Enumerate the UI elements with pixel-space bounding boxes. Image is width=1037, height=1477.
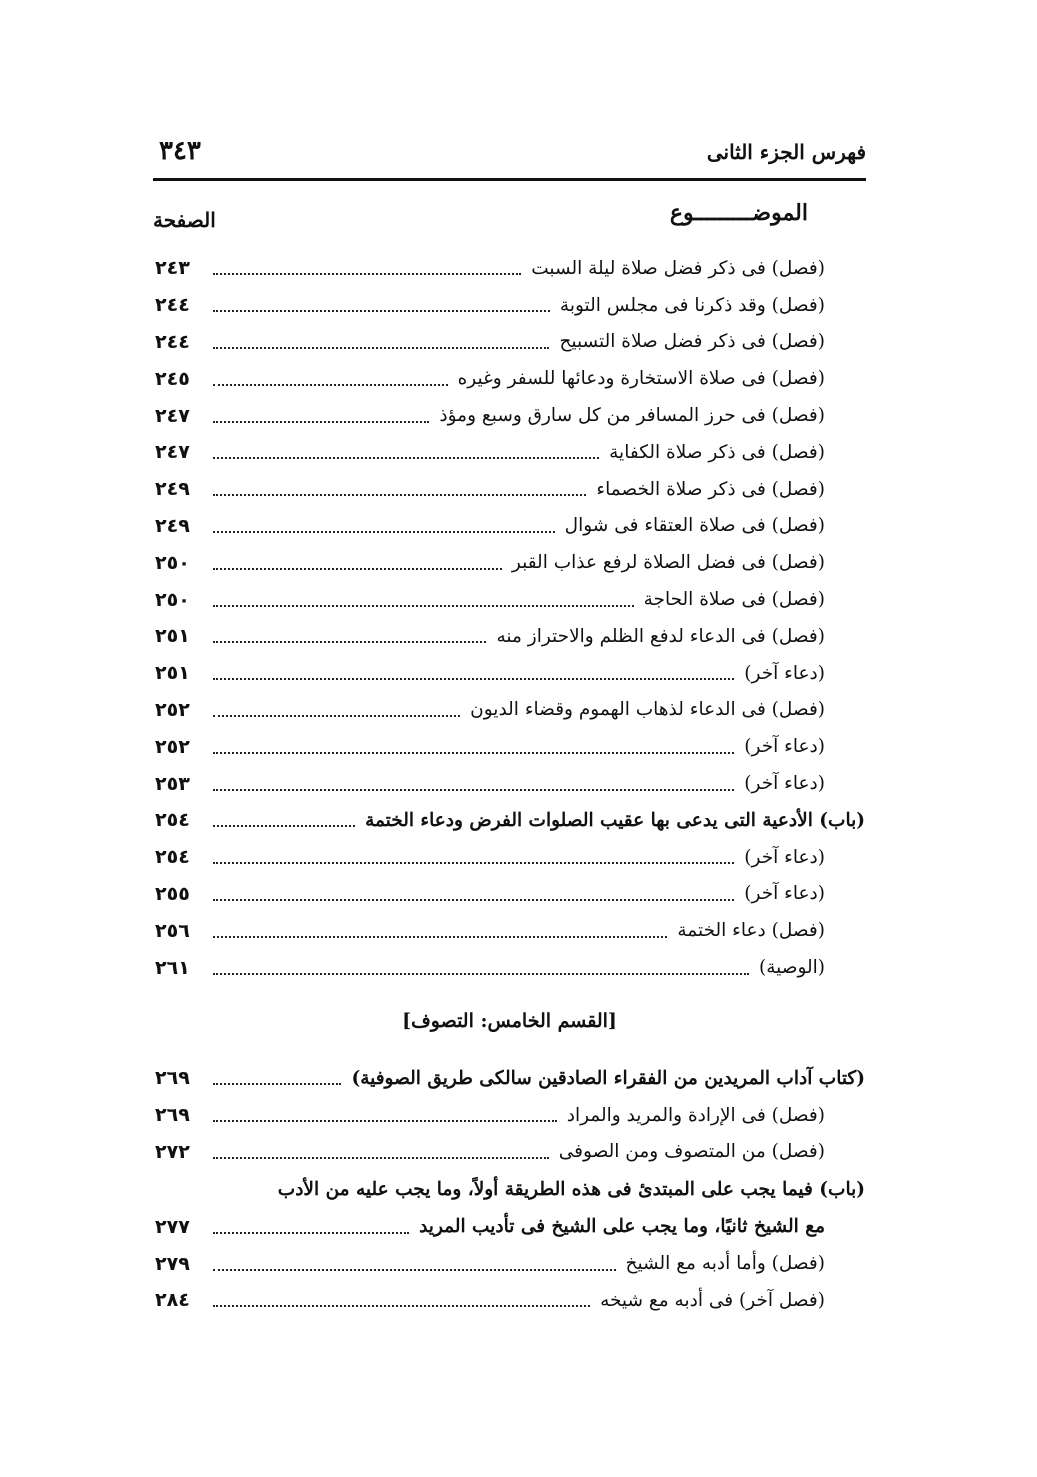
toc-entry-label: (الوصية) [759, 957, 825, 979]
toc-entry-label: (فصل) وأما أدبه مع الشيخ [625, 1253, 825, 1275]
toc-entry-label: (دعاء آخر) [744, 662, 825, 684]
toc-list-part-a [155, 250, 865, 986]
toc-entry-page: ٢٥٣ [155, 772, 190, 795]
dot-leader [213, 1083, 341, 1085]
toc-entry-label: (فصل) فى صلاة الاستخارة ودعائها للسفر وغيره [457, 368, 825, 390]
toc-entry-page: ٢٧٩ [155, 1252, 190, 1275]
toc-entry-page: ٢٥٤ [155, 846, 190, 869]
toc-entry [155, 876, 865, 913]
toc-entry [155, 1282, 865, 1319]
toc-entry [155, 360, 865, 397]
dot-leader [213, 936, 667, 938]
dot-leader [213, 1232, 409, 1234]
toc-entry [155, 508, 865, 545]
dot-leader [213, 1120, 557, 1122]
toc-entry [155, 287, 865, 324]
toc-entry [155, 250, 865, 287]
toc-entry-page: ٢٦١ [155, 956, 190, 979]
toc-entry-label: (دعاء آخر) [744, 846, 825, 868]
toc-entry [155, 655, 865, 692]
toc-entry-page: ٢٥٦ [155, 919, 190, 942]
toc-entry [155, 618, 865, 655]
toc-entry [155, 949, 865, 986]
toc-entry-label: (فصل) فى الإرادة والمريد والمراد [566, 1104, 825, 1126]
toc-entry [155, 434, 865, 471]
subject-column-heading: الموضـــــــــوع [669, 200, 808, 226]
toc-entry [155, 581, 865, 618]
toc-entry-label: (فصل) فى ذكر صلاة الكفاية [609, 441, 825, 463]
toc-entry-label: (فصل) فى الدعاء لذهاب الهموم وقضاء الديون [470, 699, 825, 721]
dot-leader [213, 1305, 590, 1307]
toc-entry-label: (فصل) من المتصوف ومن الصوفى [558, 1141, 825, 1163]
dot-leader [213, 899, 734, 901]
dot-leader [213, 752, 734, 754]
dot-leader [213, 973, 749, 975]
toc-entry-page: ٢٤٤ [155, 330, 190, 353]
toc-entry [155, 912, 865, 949]
toc-list-part-b [155, 1060, 865, 1319]
toc-entry [155, 765, 865, 802]
dot-leader [213, 384, 448, 386]
column-headings [153, 200, 866, 240]
toc-entry-label: (دعاء آخر) [744, 883, 825, 905]
toc-entry [155, 728, 865, 765]
dot-leader [213, 1157, 549, 1159]
section-title: [القسم الخامس: التصوف] [402, 1010, 617, 1032]
dot-leader [213, 310, 550, 312]
toc-entry-page: ٢٥١ [155, 662, 190, 685]
toc-entry-label: (فصل) فى حرز المسافر من كل سارق وسبع ومؤذ [439, 405, 825, 427]
dot-leader [213, 347, 549, 349]
toc-entry-page: ٢٤٩ [155, 514, 190, 537]
toc-entry-chapter [155, 802, 865, 839]
toc-entry-label: (فصل آخر) فى أدبه مع شيخه [600, 1289, 825, 1311]
toc-entry-page: ٢٥٠ [155, 588, 190, 611]
toc-entry-label: (كتاب آداب المريدين من الفقراء الصادقين سالكى طريق الصوفية) [351, 1067, 865, 1089]
toc-entry-page: ٢٧٧ [155, 1215, 190, 1238]
toc-entry-label: (فصل) فى ذكر صلاة الخصماء [596, 478, 825, 500]
toc-entry [155, 1245, 865, 1282]
toc-entry-label: (باب) الأدعية التى يدعى بها عقيب الصلوات الفرض ودعاء الختمة [365, 809, 865, 831]
toc-entry-page: ٢٨٤ [155, 1289, 190, 1312]
toc-entry [155, 324, 865, 361]
toc-entry-page: ٢٥٤ [155, 809, 190, 832]
dot-leader [213, 862, 734, 864]
header-title: فهرس الجزء الثانى [706, 140, 866, 164]
toc-entry-label: (فصل) فى فضل الصلاة لرفع عذاب القبر [511, 552, 825, 574]
toc-entry-page: ٢٥٢ [155, 698, 190, 721]
dot-leader [213, 641, 486, 643]
toc-entry-chapter-line2 [155, 1208, 865, 1245]
toc-entry-label: مع الشيخ ثانيًا، وما يجب على الشيخ فى تأديب المريد [419, 1216, 825, 1238]
dot-leader [213, 825, 355, 827]
toc-entry-label: (فصل) فى الدعاء لدفع الظلم والاحتراز منه [496, 625, 825, 647]
dot-leader [213, 531, 555, 533]
toc-entry-label: (دعاء آخر) [744, 736, 825, 758]
toc-entry-page: ٢٤٥ [155, 367, 190, 390]
page-number: ٣٤٣ [159, 136, 201, 166]
dot-leader [213, 715, 460, 717]
toc-entry-page: ٢٦٩ [155, 1067, 190, 1090]
toc-entry-label: (فصل) فى ذكر فضل صلاة ليلة السبت [531, 257, 825, 279]
dot-leader [213, 457, 599, 459]
toc-entry [155, 471, 865, 508]
toc-entry-page: ٢٧٢ [155, 1140, 190, 1163]
toc-entry-page: ٢٤٩ [155, 478, 190, 501]
toc-entry-page: ٢٥٢ [155, 735, 190, 758]
toc-entry [155, 839, 865, 876]
toc-entry-chapter-line1: (باب) فيما يجب على المبتدئ فى هذه الطريقة أولاً، وما يجب عليه من الأدب [277, 1178, 865, 1200]
toc-entry-page: ٢٥٥ [155, 882, 190, 905]
toc-entry-page: ٢٦٩ [155, 1104, 190, 1127]
running-header [153, 136, 866, 181]
toc-entry [155, 1097, 865, 1134]
toc-entry-page: ٢٥٠ [155, 551, 190, 574]
dot-leader [213, 1269, 616, 1271]
page-column-heading: الصفحة [153, 208, 216, 232]
toc-entry-page: ٢٥١ [155, 625, 190, 648]
toc-entry-label: (دعاء آخر) [744, 773, 825, 795]
toc-entry-page: ٢٤٤ [155, 294, 190, 317]
dot-leader [213, 789, 734, 791]
toc-entry-label: (فصل) وقد ذكرنا فى مجلس التوبة [559, 294, 825, 316]
toc-entry-page: ٢٤٧ [155, 404, 190, 427]
toc-entry [155, 397, 865, 434]
toc-entry [155, 692, 865, 729]
dot-leader [213, 568, 502, 570]
toc-entry-page: ٢٤٧ [155, 441, 190, 464]
toc-entry-label: (فصل) فى صلاة الحاجة [643, 589, 825, 611]
toc-entry-page: ٢٤٣ [155, 257, 190, 280]
toc-entry [155, 544, 865, 581]
toc-entry-label: (فصل) دعاء الختمة [677, 920, 825, 942]
toc-entry [155, 1134, 865, 1171]
dot-leader [213, 421, 429, 423]
dot-leader [213, 605, 634, 607]
toc-entry-label: (فصل) فى صلاة العتقاء فى شوال [564, 515, 825, 537]
dot-leader [213, 494, 586, 496]
dot-leader [213, 678, 734, 680]
dot-leader [213, 273, 521, 275]
toc-entry-label: (فصل) فى ذكر فضل صلاة التسبيح [559, 331, 825, 353]
toc-entry-book [155, 1060, 865, 1097]
